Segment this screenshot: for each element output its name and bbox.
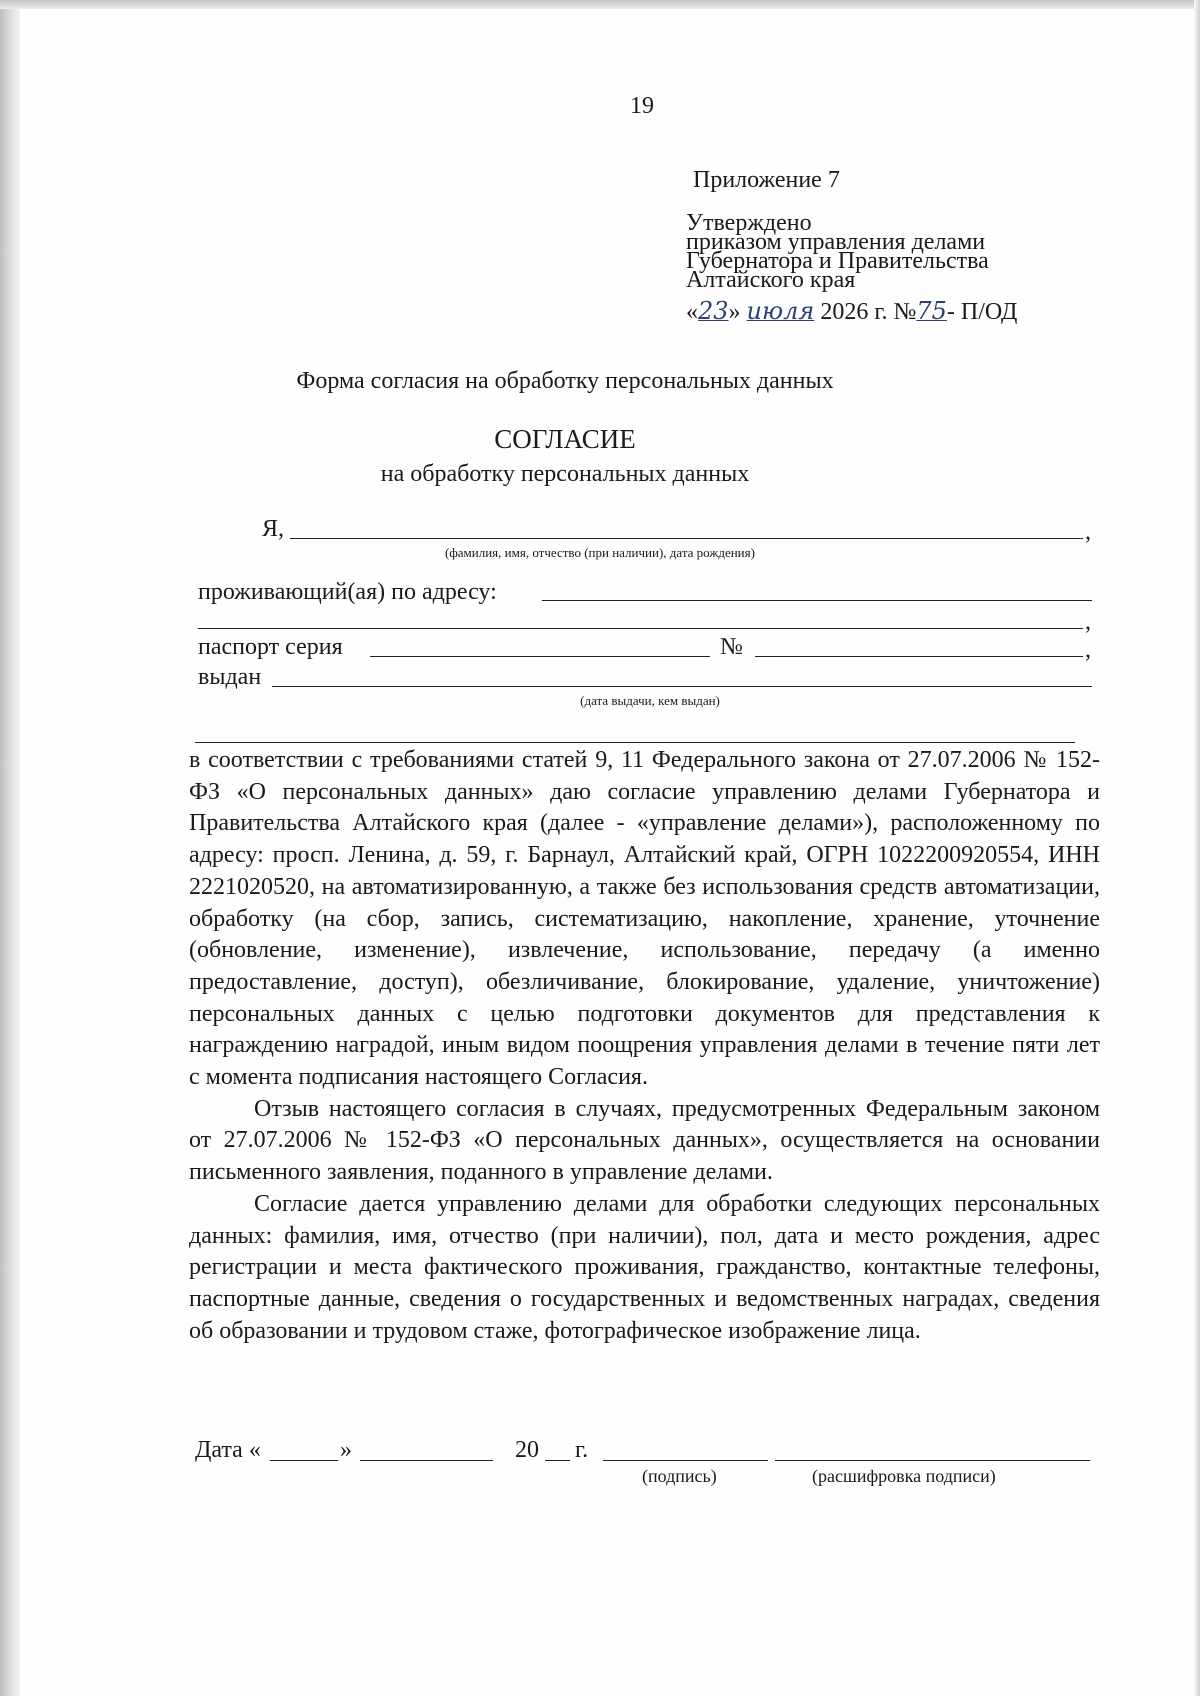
approval-line: Утверждено: [686, 210, 812, 236]
withdrawal-paragraph: Отзыв настоящего согласия в случаях, предусмотренных Федеральным законом от 27.07.2006 № 152-ФЗ «О персональных данных», осуществляется на основании письменного заявления, поданного в управление делами.: [189, 1095, 1100, 1186]
address-field[interactable]: [542, 600, 1092, 601]
approval-line: Алтайского края: [686, 267, 856, 293]
address-field-continued[interactable]: [198, 628, 1083, 629]
issued-field-continued[interactable]: [195, 742, 1075, 743]
handwritten-day: 23: [698, 297, 729, 325]
signature-day-field[interactable]: [270, 1460, 338, 1461]
comma: ,: [1085, 519, 1091, 545]
data-list-paragraph: Согласие дается управлению делами для обработки следующих персональных данных: фамилия, имя, отчество (при наличии), пол, дата и место рождения, адрес регистрации и места фактического проживания, гражданство, контактные телефоны, паспортные данные, сведения о государственных и ведомственных наградах, сведения об образовании и трудовом стаже, фотографическое изображение лица.: [189, 1190, 1100, 1344]
signature-field[interactable]: [603, 1460, 768, 1461]
passport-number-field[interactable]: [755, 656, 1083, 657]
consent-paragraph: в соответствии с требованиями статей 9, 11 Федерального закона от 27.07.2006 № 152-ФЗ «О персональных данных» даю согласие управлению делами Губернатора и Правительства Алтайского края (далее - «управление делами»), расположенному по адресу: просп. Ленина, д. 59, г. Барнаул, Алтайский край, ОГРН 1022200920554, ИНН 2221020520, на автоматизированную, а также без использования средств автоматизации, обработку (на сбор, запись, систематизацию, накопление, хранение, уточнение (обновление, изменение), извлечение, использование, передачу (а именно предоставление, доступ), обезличивание, блокирование, удаление, уничтожение) персональных данных с целью подготовки документов для представления к награждению наградой, иным видом поощрения управления делами в течение пяти лет с момента подписания настоящего Согласия.: [189, 747, 1100, 1091]
comma: ,: [1085, 609, 1091, 635]
date-close-quote: »: [340, 1437, 352, 1463]
date-label: Дата «: [195, 1437, 261, 1463]
name-field-hint: (фамилия, имя, отчество (при наличии), дата рождения): [445, 545, 755, 560]
form-title: Форма согласия на обработку персональных данных: [296, 368, 834, 394]
approval-line: приказом управления делами: [686, 229, 986, 255]
signature-decoding-field[interactable]: [775, 1460, 1090, 1461]
handwritten-month: июля: [746, 297, 815, 325]
i-label: Я,: [262, 516, 285, 542]
signature-month-field[interactable]: [360, 1460, 493, 1461]
full-name-field[interactable]: [290, 538, 1083, 539]
page-number: 19: [630, 93, 654, 119]
address-label: проживающий(ая) по адресу:: [198, 579, 497, 605]
scan-shadow-left: [0, 0, 20, 1696]
comma: ,: [1085, 637, 1091, 663]
date-year: 2026 г. №: [820, 299, 917, 325]
approval-date-line: «23» июля 2026 г. №75- П/ОД: [686, 297, 1018, 325]
scan-shadow-top: [0, 0, 1200, 9]
passport-number-label: №: [720, 634, 743, 660]
consent-body: [189, 745, 1100, 1347]
issued-label: выдан: [198, 664, 262, 690]
passport-series-field[interactable]: [370, 656, 710, 657]
consent-title: СОГЛАСИЕ: [494, 424, 636, 454]
passport-series-label: паспорт серия: [198, 634, 343, 660]
order-suffix: - П/ОД: [946, 299, 1018, 325]
century: 20: [515, 1437, 539, 1463]
signature-hint: (подпись): [642, 1466, 717, 1486]
approval-block: [686, 210, 1018, 326]
decoding-hint: (расшифровка подписи): [812, 1466, 996, 1486]
scan-shadow-right: [1194, 0, 1200, 1696]
year-suffix: г.: [575, 1437, 589, 1463]
approval-line: Губернатора и Правительства: [686, 248, 989, 274]
issued-field-hint: (дата выдачи, кем выдан): [580, 693, 720, 708]
handwritten-order-number: 75: [916, 297, 947, 325]
appendix-label: Приложение 7: [693, 167, 840, 193]
signature-year-field[interactable]: [545, 1460, 570, 1461]
issued-field[interactable]: [272, 686, 1092, 687]
consent-subtitle: на обработку персональных данных: [380, 461, 750, 487]
